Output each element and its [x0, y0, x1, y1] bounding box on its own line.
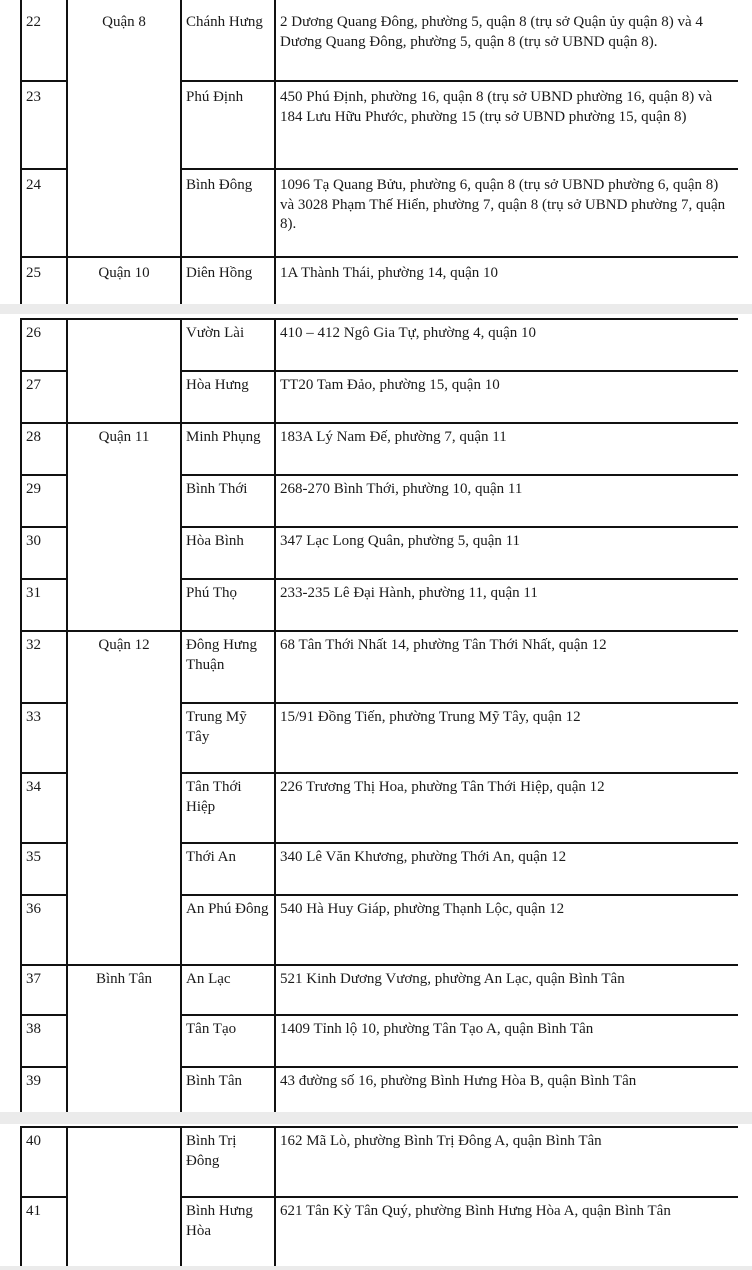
table-row [21, 0, 738, 81]
ward-name: Đông Hưng Thuận [181, 631, 275, 703]
address-text: 340 Lê Văn Khương, phường Thới An, quận 12 [275, 843, 738, 895]
row-number: 29 [21, 475, 67, 527]
table-row [21, 423, 738, 475]
ward-name: Bình Trị Đông [181, 1127, 275, 1197]
ward-name: Diên Hồng [181, 257, 275, 304]
row-number: 23 [21, 81, 67, 169]
table-row [21, 1127, 738, 1197]
address-table [20, 0, 738, 304]
ward-name: Tân Thới Hiệp [181, 773, 275, 843]
page-gap [0, 1112, 752, 1124]
ward-name: Phú Định [181, 81, 275, 169]
table-page-3 [20, 1126, 738, 1266]
ward-name: Trung Mỹ Tây [181, 703, 275, 773]
table-row [21, 965, 738, 1015]
ward-name: Bình Tân [181, 1067, 275, 1112]
district-cell [67, 319, 181, 423]
district-cell: Quận 8 [67, 0, 181, 257]
address-text: 1096 Tạ Quang Bửu, phường 6, quận 8 (trụ sở UBND phường 6, quận 8) và 3028 Phạm Thế Hiển, phường 7, quận 8 (trụ sở UBND phường 7, quận 8). [275, 169, 738, 257]
district-cell: Bình Tân [67, 965, 181, 1112]
row-number: 39 [21, 1067, 67, 1112]
row-number: 22 [21, 0, 67, 81]
address-text: 43 đường số 16, phường Bình Hưng Hòa B, quận Bình Tân [275, 1067, 738, 1112]
address-text: 521 Kinh Dương Vương, phường An Lạc, quận Bình Tân [275, 965, 738, 1015]
ward-name: Minh Phụng [181, 423, 275, 475]
address-text: 2 Dương Quang Đông, phường 5, quận 8 (trụ sở Quận ủy quận 8) và 4 Dương Quang Đông, phường 5, quận 8 (trụ sở UBND quận 8). [275, 0, 738, 81]
row-number: 26 [21, 319, 67, 371]
address-text: 183A Lý Nam Đế, phường 7, quận 11 [275, 423, 738, 475]
table-row [21, 319, 738, 371]
address-text: 68 Tân Thới Nhất 14, phường Tân Thới Nhất, quận 12 [275, 631, 738, 703]
table-page-1 [20, 0, 738, 304]
ward-name: Bình Thới [181, 475, 275, 527]
district-cell: Quận 12 [67, 631, 181, 965]
row-number: 33 [21, 703, 67, 773]
address-text: 233-235 Lê Đại Hành, phường 11, quận 11 [275, 579, 738, 631]
address-text: 1A Thành Thái, phường 14, quận 10 [275, 257, 738, 304]
address-text: 410 – 412 Ngô Gia Tự, phường 4, quận 10 [275, 319, 738, 371]
ward-name: Phú Thọ [181, 579, 275, 631]
address-text: 540 Hà Huy Giáp, phường Thạnh Lộc, quận 12 [275, 895, 738, 965]
row-number: 32 [21, 631, 67, 703]
row-number: 38 [21, 1015, 67, 1067]
ward-name: Vườn Lài [181, 319, 275, 371]
row-number: 31 [21, 579, 67, 631]
ward-name: Thới An [181, 843, 275, 895]
ward-name: Tân Tạo [181, 1015, 275, 1067]
row-number: 28 [21, 423, 67, 475]
ward-name: Hòa Bình [181, 527, 275, 579]
row-number: 37 [21, 965, 67, 1015]
row-number: 25 [21, 257, 67, 304]
district-cell: Quận 11 [67, 423, 181, 631]
address-text: 15/91 Đồng Tiến, phường Trung Mỹ Tây, quận 12 [275, 703, 738, 773]
address-table [20, 1126, 738, 1266]
table-row [21, 631, 738, 703]
row-number: 36 [21, 895, 67, 965]
row-number: 35 [21, 843, 67, 895]
row-number: 27 [21, 371, 67, 423]
row-number: 24 [21, 169, 67, 257]
address-text: 268-270 Bình Thới, phường 10, quận 11 [275, 475, 738, 527]
row-number: 40 [21, 1127, 67, 1197]
table-page-2 [20, 318, 738, 1112]
ward-name: An Lạc [181, 965, 275, 1015]
table-row [21, 257, 738, 304]
address-table [20, 318, 738, 1112]
row-number: 34 [21, 773, 67, 843]
ward-name: An Phú Đông [181, 895, 275, 965]
address-text: 450 Phú Định, phường 16, quận 8 (trụ sở UBND phường 16, quận 8) và 184 Lưu Hữu Phước, phường 15 (trụ sở UBND phường 15, quận 8) [275, 81, 738, 169]
page-gap [0, 304, 752, 314]
page-gap [0, 1266, 752, 1270]
district-cell [67, 1127, 181, 1266]
address-text: 347 Lạc Long Quân, phường 5, quận 11 [275, 527, 738, 579]
ward-name: Bình Đông [181, 169, 275, 257]
address-text: TT20 Tam Đảo, phường 15, quận 10 [275, 371, 738, 423]
row-number: 30 [21, 527, 67, 579]
address-text: 162 Mã Lò, phường Bình Trị Đông A, quận Bình Tân [275, 1127, 738, 1197]
row-number: 41 [21, 1197, 67, 1266]
district-cell: Quận 10 [67, 257, 181, 304]
address-text: 226 Trương Thị Hoa, phường Tân Thới Hiệp, quận 12 [275, 773, 738, 843]
ward-name: Hòa Hưng [181, 371, 275, 423]
ward-name: Bình Hưng Hòa [181, 1197, 275, 1266]
ward-name: Chánh Hưng [181, 0, 275, 81]
address-text: 1409 Tỉnh lộ 10, phường Tân Tạo A, quận Bình Tân [275, 1015, 738, 1067]
address-text: 621 Tân Kỳ Tân Quý, phường Bình Hưng Hòa A, quận Bình Tân [275, 1197, 738, 1266]
